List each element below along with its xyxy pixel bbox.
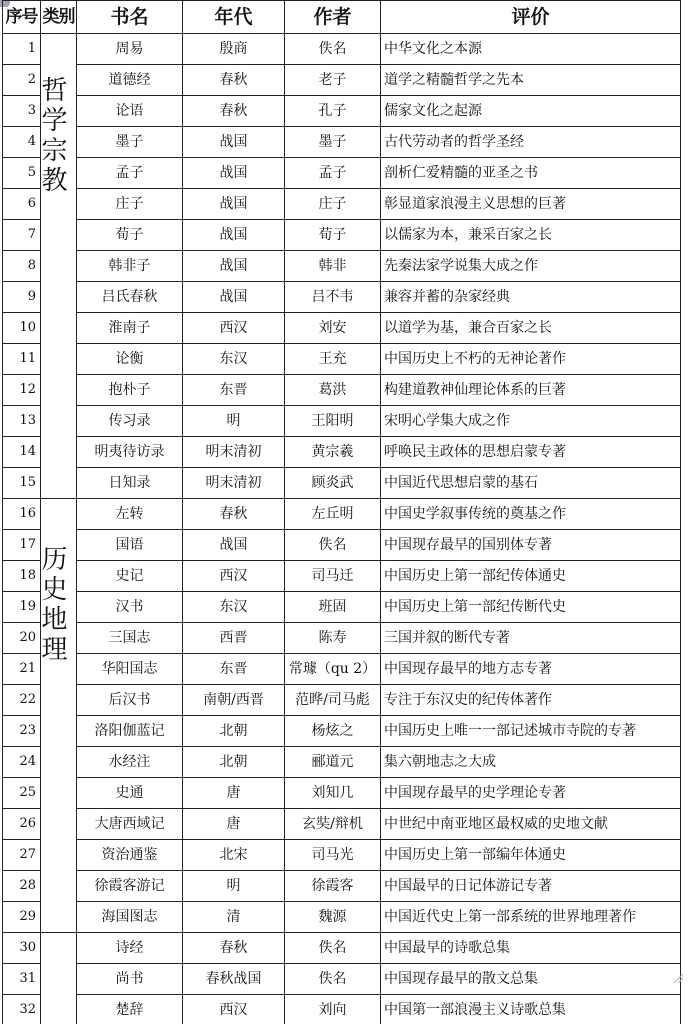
book-author: 韩非 — [285, 251, 381, 282]
book-era: 春秋战国 — [183, 964, 285, 995]
table-row — [3, 623, 681, 654]
book-title: 史通 — [77, 778, 183, 809]
book-era: 明末清初 — [183, 437, 285, 468]
row-index: 25 — [3, 778, 41, 809]
row-index: 17 — [3, 530, 41, 561]
book-title: 明夷待访录 — [77, 437, 183, 468]
header-index: 序号 — [3, 1, 41, 34]
book-title: 论语 — [77, 96, 183, 127]
book-comment: 中国第一部浪漫主义诗歌总集 — [381, 995, 681, 1024]
book-title: 三国志 — [77, 623, 183, 654]
row-index: 30 — [3, 933, 41, 964]
book-comment: 中国最早的日记体游记专著 — [381, 871, 681, 902]
table-row — [3, 189, 681, 220]
row-index: 23 — [3, 716, 41, 747]
table-row — [3, 933, 681, 964]
table-row — [3, 251, 681, 282]
book-comment: 彰显道家浪漫主义思想的巨著 — [381, 189, 681, 220]
book-era: 北宋 — [183, 840, 285, 871]
book-author: 佚名 — [285, 964, 381, 995]
book-comment: 中国历史上第一部纪传断代史 — [381, 592, 681, 623]
row-index: 18 — [3, 561, 41, 592]
book-era: 南朝/西晋 — [183, 685, 285, 716]
book-title: 抱朴子 — [77, 375, 183, 406]
header-category: 类别 — [41, 1, 77, 34]
row-index: 29 — [3, 902, 41, 933]
book-comment: 中世纪中南亚地区最权威的史地文献 — [381, 809, 681, 840]
book-title: 荀子 — [77, 220, 183, 251]
book-title: 诗经 — [77, 933, 183, 964]
book-title: 庄子 — [77, 189, 183, 220]
book-author: 魏源 — [285, 902, 381, 933]
table-body — [3, 34, 681, 1024]
book-author: 老子 — [285, 65, 381, 96]
book-comment: 中国现存最早的史学理论专著 — [381, 778, 681, 809]
table-row — [3, 530, 681, 561]
book-comment: 宋明心学集大成之作 — [381, 406, 681, 437]
table-row — [3, 499, 681, 530]
book-title: 洛阳伽蓝记 — [77, 716, 183, 747]
table-row — [3, 34, 681, 65]
book-title: 吕氏春秋 — [77, 282, 183, 313]
table-row — [3, 220, 681, 251]
book-author: 常璩（qu 2） — [285, 654, 381, 685]
table-row — [3, 654, 681, 685]
book-author: 刘安 — [285, 313, 381, 344]
table-row — [3, 902, 681, 933]
book-comment: 道学之精髓哲学之先本 — [381, 65, 681, 96]
row-index: 26 — [3, 809, 41, 840]
table-row — [3, 437, 681, 468]
book-title: 尚书 — [77, 964, 183, 995]
book-author: 杨炫之 — [285, 716, 381, 747]
book-comment: 中国最早的诗歌总集 — [381, 933, 681, 964]
book-author: 孟子 — [285, 158, 381, 189]
category-label: 哲学宗教 — [41, 76, 68, 196]
table-row — [3, 871, 681, 902]
book-era: 明末清初 — [183, 468, 285, 499]
book-era: 殷商 — [183, 34, 285, 65]
row-index: 6 — [3, 189, 41, 220]
book-comment: 中国史学叙事传统的奠基之作 — [381, 499, 681, 530]
book-era: 北朝 — [183, 747, 285, 778]
book-title: 日知录 — [77, 468, 183, 499]
header-comment: 评价 — [381, 1, 681, 34]
book-comment: 剖析仁爱精髓的亚圣之书 — [381, 158, 681, 189]
book-author: 王充 — [285, 344, 381, 375]
row-index: 10 — [3, 313, 41, 344]
book-comment: 呼唤民主政体的思想启蒙专著 — [381, 437, 681, 468]
book-comment: 以儒家为本，兼采百家之长 — [381, 220, 681, 251]
book-title: 楚辞 — [77, 995, 183, 1024]
row-index: 11 — [3, 344, 41, 375]
category-label: 历史地理 — [41, 545, 68, 665]
book-era: 唐 — [183, 778, 285, 809]
book-author: 徐霞客 — [285, 871, 381, 902]
book-era: 战国 — [183, 189, 285, 220]
row-index: 5 — [3, 158, 41, 189]
book-era: 西晋 — [183, 623, 285, 654]
book-era: 东晋 — [183, 375, 285, 406]
row-index: 24 — [3, 747, 41, 778]
book-title: 华阳国志 — [77, 654, 183, 685]
table-row — [3, 964, 681, 995]
book-title: 道德经 — [77, 65, 183, 96]
book-title: 论衡 — [77, 344, 183, 375]
book-title: 资治通鉴 — [77, 840, 183, 871]
row-index: 4 — [3, 127, 41, 158]
book-author: 刘向 — [285, 995, 381, 1024]
row-index: 15 — [3, 468, 41, 499]
table-row — [3, 840, 681, 871]
book-era: 东晋 — [183, 654, 285, 685]
table-row — [3, 716, 681, 747]
book-title: 水经注 — [77, 747, 183, 778]
book-era: 战国 — [183, 220, 285, 251]
table-row — [3, 127, 681, 158]
book-author: 班固 — [285, 592, 381, 623]
table-row — [3, 685, 681, 716]
book-era: 春秋 — [183, 499, 285, 530]
book-author: 范晔/司马彪 — [285, 685, 381, 716]
book-comment: 中国现存最早的散文总集 — [381, 964, 681, 995]
book-title: 墨子 — [77, 127, 183, 158]
book-title: 淮南子 — [77, 313, 183, 344]
row-index: 13 — [3, 406, 41, 437]
book-title: 国语 — [77, 530, 183, 561]
book-author: 葛洪 — [285, 375, 381, 406]
category-cell — [41, 499, 77, 933]
book-comment: 儒家文化之起源 — [381, 96, 681, 127]
row-index: 27 — [3, 840, 41, 871]
table-row — [3, 158, 681, 189]
book-title: 海国图志 — [77, 902, 183, 933]
book-author: 玄奘/辩机 — [285, 809, 381, 840]
book-comment: 中国现存最早的国别体专著 — [381, 530, 681, 561]
book-author: 陈寿 — [285, 623, 381, 654]
classics-table — [2, 0, 681, 1024]
book-title: 史记 — [77, 561, 183, 592]
book-era: 战国 — [183, 251, 285, 282]
book-author: 顾炎武 — [285, 468, 381, 499]
table-row — [3, 96, 681, 127]
book-author: 司马光 — [285, 840, 381, 871]
book-era: 北朝 — [183, 716, 285, 747]
book-author: 荀子 — [285, 220, 381, 251]
book-author: 佚名 — [285, 34, 381, 65]
book-era: 唐 — [183, 809, 285, 840]
table-row — [3, 282, 681, 313]
book-comment: 中国历史上第一部纪传体通史 — [381, 561, 681, 592]
table-row — [3, 468, 681, 499]
book-comment: 中国历史上不朽的无神论著作 — [381, 344, 681, 375]
table-row — [3, 344, 681, 375]
book-comment: 三国并叙的断代专著 — [381, 623, 681, 654]
book-title: 周易 — [77, 34, 183, 65]
book-comment: 先秦法家学说集大成之作 — [381, 251, 681, 282]
book-era: 明 — [183, 406, 285, 437]
book-era: 清 — [183, 902, 285, 933]
book-author: 佚名 — [285, 933, 381, 964]
table-row — [3, 406, 681, 437]
book-era: 春秋 — [183, 96, 285, 127]
book-era: 东汉 — [183, 344, 285, 375]
book-comment: 古代劳动者的哲学圣经 — [381, 127, 681, 158]
table-row — [3, 995, 681, 1024]
table-row — [3, 65, 681, 96]
book-author: 左丘明 — [285, 499, 381, 530]
row-index: 22 — [3, 685, 41, 716]
book-author: 郦道元 — [285, 747, 381, 778]
book-era: 战国 — [183, 127, 285, 158]
book-title: 汉书 — [77, 592, 183, 623]
book-comment: 专注于东汉史的纪传体著作 — [381, 685, 681, 716]
book-comment: 集六朝地志之大成 — [381, 747, 681, 778]
row-index: 21 — [3, 654, 41, 685]
book-era: 西汉 — [183, 995, 285, 1024]
book-era: 西汉 — [183, 313, 285, 344]
book-era: 战国 — [183, 530, 285, 561]
table-row — [3, 561, 681, 592]
table-row — [3, 375, 681, 406]
book-comment: 兼容并蓄的杂家经典 — [381, 282, 681, 313]
book-comment: 中国近代史上第一部系统的世界地理著作 — [381, 902, 681, 933]
row-index: 28 — [3, 871, 41, 902]
row-index: 31 — [3, 964, 41, 995]
header-title: 书名 — [77, 1, 183, 34]
row-index: 14 — [3, 437, 41, 468]
row-index: 16 — [3, 499, 41, 530]
book-era: 战国 — [183, 282, 285, 313]
book-era: 西汉 — [183, 561, 285, 592]
book-author: 庄子 — [285, 189, 381, 220]
row-index: 9 — [3, 282, 41, 313]
row-index: 12 — [3, 375, 41, 406]
book-title: 大唐西域记 — [77, 809, 183, 840]
book-title: 徐霞客游记 — [77, 871, 183, 902]
book-era: 春秋 — [183, 65, 285, 96]
book-title: 左转 — [77, 499, 183, 530]
resize-handle-icon[interactable] — [672, 972, 684, 984]
book-title: 传习录 — [77, 406, 183, 437]
category-cell — [41, 933, 77, 1024]
header-row — [3, 1, 681, 34]
book-title: 韩非子 — [77, 251, 183, 282]
book-author: 司马迁 — [285, 561, 381, 592]
header-era: 年代 — [183, 1, 285, 34]
book-title: 孟子 — [77, 158, 183, 189]
table-row — [3, 778, 681, 809]
table-row — [3, 313, 681, 344]
book-author: 墨子 — [285, 127, 381, 158]
book-era: 明 — [183, 871, 285, 902]
row-index: 7 — [3, 220, 41, 251]
book-comment: 中国近代思想启蒙的基石 — [381, 468, 681, 499]
book-era: 东汉 — [183, 592, 285, 623]
book-author: 刘知几 — [285, 778, 381, 809]
row-index: 32 — [3, 995, 41, 1024]
category-cell — [41, 34, 77, 499]
row-index: 2 — [3, 65, 41, 96]
book-comment: 中国历史上第一部编年体通史 — [381, 840, 681, 871]
book-comment: 中国现存最早的地方志专著 — [381, 654, 681, 685]
table-row — [3, 809, 681, 840]
book-era: 战国 — [183, 158, 285, 189]
book-comment: 中国历史上唯一一部记述城市寺院的专著 — [381, 716, 681, 747]
book-author: 孔子 — [285, 96, 381, 127]
row-index: 1 — [3, 34, 41, 65]
book-author: 佚名 — [285, 530, 381, 561]
book-comment: 以道学为基，兼合百家之长 — [381, 313, 681, 344]
book-title: 后汉书 — [77, 685, 183, 716]
book-comment: 构建道教神仙理论体系的巨著 — [381, 375, 681, 406]
table-row — [3, 747, 681, 778]
row-index: 3 — [3, 96, 41, 127]
book-author: 黄宗羲 — [285, 437, 381, 468]
table-row — [3, 592, 681, 623]
book-comment: 中华文化之本源 — [381, 34, 681, 65]
book-author: 王阳明 — [285, 406, 381, 437]
book-author: 吕不韦 — [285, 282, 381, 313]
row-index: 19 — [3, 592, 41, 623]
header-author: 作者 — [285, 1, 381, 34]
row-index: 8 — [3, 251, 41, 282]
book-era: 春秋 — [183, 933, 285, 964]
row-index: 20 — [3, 623, 41, 654]
